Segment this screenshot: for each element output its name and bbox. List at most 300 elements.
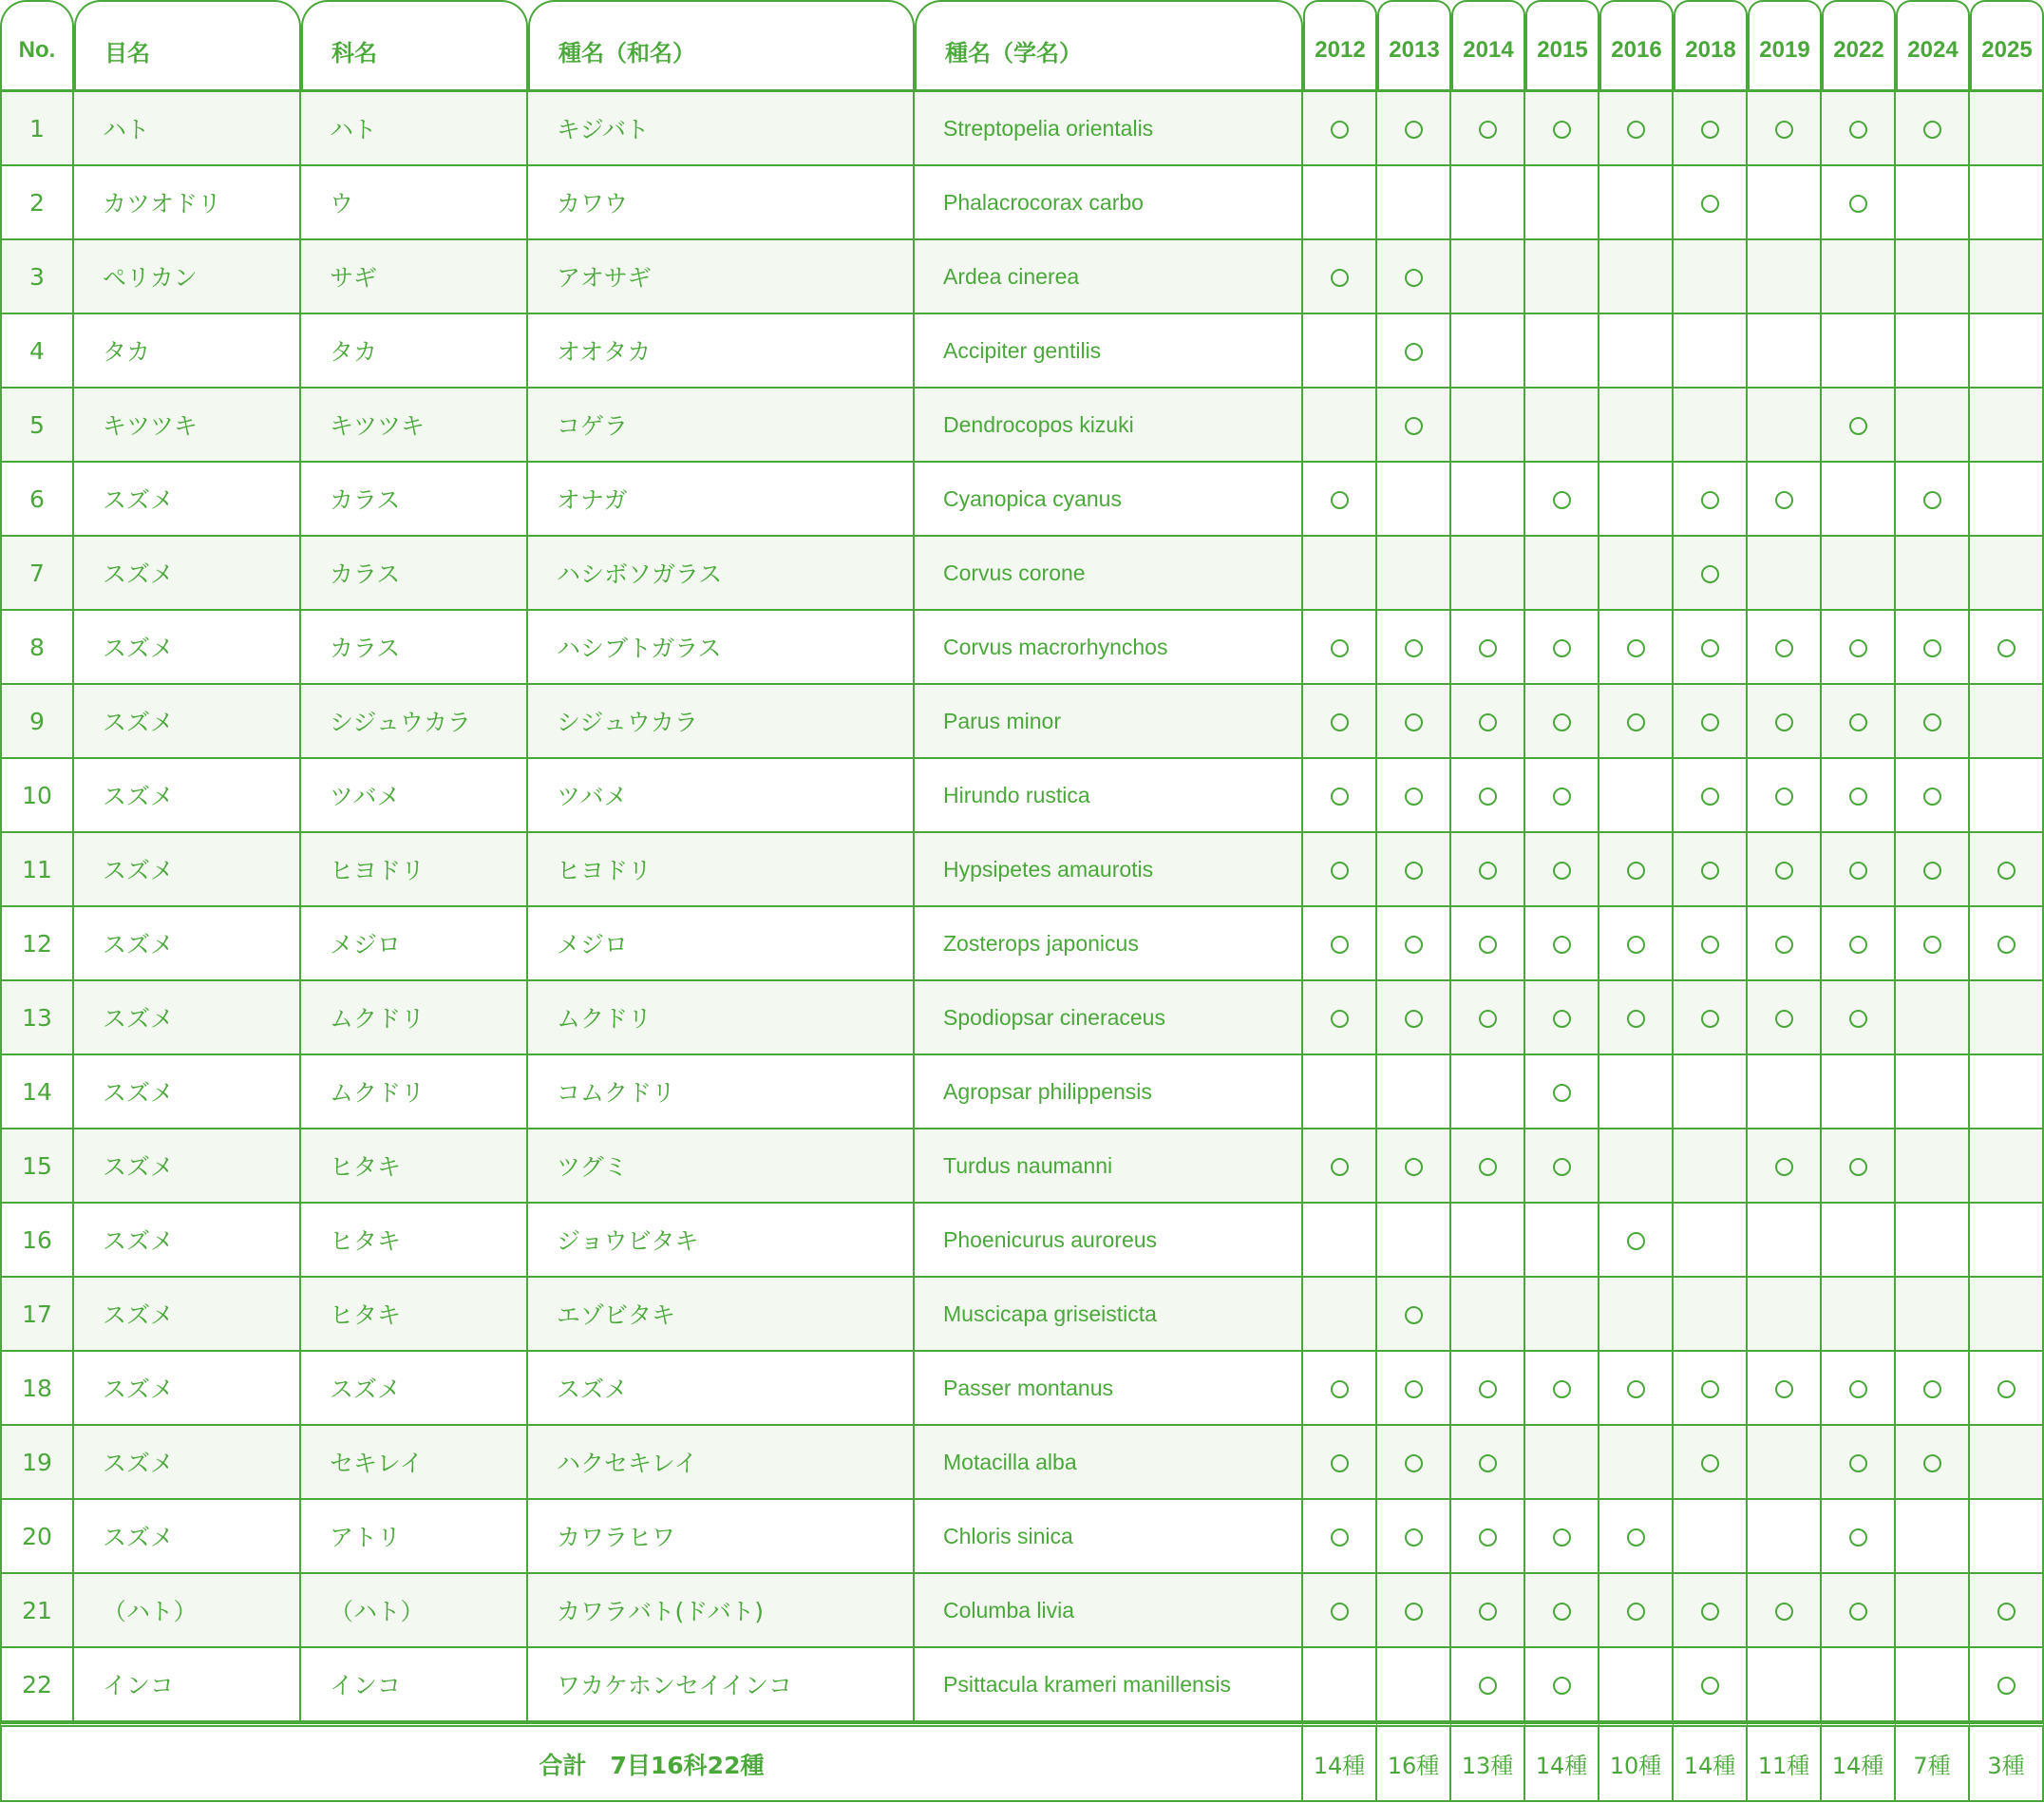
circle-mark-icon — [1849, 788, 1867, 806]
circle-mark-icon — [1923, 639, 1941, 657]
circle-mark-icon — [1923, 713, 1941, 731]
cell-year-mark — [1303, 685, 1377, 759]
cell-year-mark — [1674, 685, 1748, 759]
cell-year-mark — [1303, 389, 1377, 463]
cell-year-mark — [1822, 537, 1896, 611]
cell-year-mark — [1970, 389, 2044, 463]
circle-mark-icon — [1627, 121, 1645, 139]
circle-mark-icon — [1849, 121, 1867, 139]
cell-year-mark — [1599, 907, 1674, 981]
cell-year-mark — [1748, 907, 1822, 981]
cell-year-mark — [1970, 537, 2044, 611]
cell-year-mark — [1303, 1278, 1377, 1352]
cell-year-mark — [1525, 463, 1599, 537]
cell-year-mark — [1451, 833, 1525, 907]
cell-species-scientific: Ardea cinerea — [915, 240, 1303, 314]
cell-no: 19 — [0, 1426, 74, 1500]
cell-year-mark — [1748, 759, 1822, 833]
cell-year-mark — [1377, 1204, 1451, 1278]
cell-year-mark — [1822, 833, 1896, 907]
header-no: No. — [0, 0, 74, 92]
cell-year-mark — [1896, 463, 1970, 537]
cell-year-mark — [1599, 1352, 1674, 1426]
total-count: 13種 — [1451, 1722, 1525, 1802]
cell-year-mark — [1303, 907, 1377, 981]
circle-mark-icon — [1479, 788, 1497, 806]
cell-year-mark — [1599, 92, 1674, 166]
circle-mark-icon — [1331, 713, 1349, 731]
cell-species-japanese: エゾビタキ — [528, 1278, 915, 1352]
cell-year-mark — [1377, 1352, 1451, 1426]
cell-year-mark — [1451, 1352, 1525, 1426]
cell-year-mark — [1525, 611, 1599, 685]
cell-year-mark — [1599, 537, 1674, 611]
circle-mark-icon — [1849, 713, 1867, 731]
cell-order: タカ — [74, 314, 301, 389]
circle-mark-icon — [1331, 1528, 1349, 1547]
table-row — [0, 685, 2044, 759]
cell-year-mark — [1674, 166, 1748, 240]
cell-year-mark — [1599, 314, 1674, 389]
circle-mark-icon — [1775, 713, 1793, 731]
cell-year-mark — [1451, 463, 1525, 537]
cell-order: キツツキ — [74, 389, 301, 463]
cell-no: 15 — [0, 1129, 74, 1204]
cell-year-mark — [1748, 1204, 1822, 1278]
circle-mark-icon — [1627, 1232, 1645, 1250]
circle-mark-icon — [1849, 1158, 1867, 1176]
cell-year-mark — [1970, 240, 2044, 314]
cell-year-mark — [1303, 240, 1377, 314]
cell-no: 6 — [0, 463, 74, 537]
cell-year-mark — [1303, 1129, 1377, 1204]
total-row — [0, 1722, 2044, 1802]
cell-species-scientific: Hypsipetes amaurotis — [915, 833, 1303, 907]
cell-year-mark — [1303, 611, 1377, 685]
cell-year-mark — [1674, 1426, 1748, 1500]
cell-year-mark — [1822, 1352, 1896, 1426]
circle-mark-icon — [1479, 862, 1497, 880]
cell-year-mark — [1377, 1648, 1451, 1722]
circle-mark-icon — [1923, 936, 1941, 954]
circle-mark-icon — [1479, 713, 1497, 731]
circle-mark-icon — [1553, 862, 1571, 880]
cell-year-mark — [1748, 92, 1822, 166]
circle-mark-icon — [1775, 862, 1793, 880]
cell-year-mark — [1896, 1500, 1970, 1574]
circle-mark-icon — [1997, 1380, 2016, 1398]
total-count: 7種 — [1896, 1722, 1970, 1802]
table-row — [0, 166, 2044, 240]
cell-year-mark — [1896, 611, 1970, 685]
circle-mark-icon — [1479, 639, 1497, 657]
circle-mark-icon — [1479, 1010, 1497, 1028]
cell-species-scientific: Dendrocopos kizuki — [915, 389, 1303, 463]
cell-no: 4 — [0, 314, 74, 389]
cell-year-mark — [1970, 907, 2044, 981]
circle-mark-icon — [1331, 1010, 1349, 1028]
cell-year-mark — [1970, 833, 2044, 907]
cell-year-mark — [1525, 1648, 1599, 1722]
cell-year-mark — [1599, 463, 1674, 537]
circle-mark-icon — [1553, 1380, 1571, 1398]
cell-year-mark — [1674, 314, 1748, 389]
cell-species-scientific: Corvus macrorhynchos — [915, 611, 1303, 685]
cell-species-scientific: Cyanopica cyanus — [915, 463, 1303, 537]
circle-mark-icon — [1849, 417, 1867, 435]
cell-year-mark — [1896, 1278, 1970, 1352]
circle-mark-icon — [1405, 269, 1423, 287]
cell-year-mark — [1896, 1352, 1970, 1426]
cell-year-mark — [1377, 907, 1451, 981]
circle-mark-icon — [1331, 1158, 1349, 1176]
circle-mark-icon — [1405, 1306, 1423, 1324]
circle-mark-icon — [1331, 936, 1349, 954]
cell-year-mark — [1896, 907, 1970, 981]
cell-year-mark — [1599, 1648, 1674, 1722]
circle-mark-icon — [1553, 1603, 1571, 1621]
cell-no: 12 — [0, 907, 74, 981]
cell-species-japanese: カワウ — [528, 166, 915, 240]
circle-mark-icon — [1701, 195, 1719, 213]
cell-species-scientific: Accipiter gentilis — [915, 314, 1303, 389]
cell-family: カラス — [301, 463, 528, 537]
cell-family: ムクドリ — [301, 1055, 528, 1129]
cell-year-mark — [1748, 1278, 1822, 1352]
circle-mark-icon — [1331, 121, 1349, 139]
circle-mark-icon — [1923, 1380, 1941, 1398]
cell-year-mark — [1896, 537, 1970, 611]
cell-year-mark — [1748, 611, 1822, 685]
cell-year-mark — [1674, 537, 1748, 611]
cell-family: インコ — [301, 1648, 528, 1722]
cell-species-japanese: オナガ — [528, 463, 915, 537]
cell-year-mark — [1748, 1574, 1822, 1648]
cell-year-mark — [1896, 1574, 1970, 1648]
cell-year-mark — [1599, 1278, 1674, 1352]
cell-year-mark — [1303, 981, 1377, 1055]
cell-no: 10 — [0, 759, 74, 833]
circle-mark-icon — [1479, 936, 1497, 954]
cell-year-mark — [1525, 1055, 1599, 1129]
cell-year-mark — [1451, 1278, 1525, 1352]
circle-mark-icon — [1553, 1528, 1571, 1547]
cell-species-japanese: コムクドリ — [528, 1055, 915, 1129]
circle-mark-icon — [1701, 565, 1719, 583]
circle-mark-icon — [1553, 1084, 1571, 1102]
cell-year-mark — [1896, 92, 1970, 166]
cell-order: ペリカン — [74, 240, 301, 314]
cell-year-mark — [1822, 389, 1896, 463]
cell-species-scientific: Chloris sinica — [915, 1500, 1303, 1574]
cell-year-mark — [1525, 92, 1599, 166]
circle-mark-icon — [1997, 1677, 2016, 1695]
cell-year-mark — [1748, 537, 1822, 611]
circle-mark-icon — [1405, 343, 1423, 361]
circle-mark-icon — [1775, 121, 1793, 139]
cell-species-scientific: Streptopelia orientalis — [915, 92, 1303, 166]
cell-year-mark — [1822, 981, 1896, 1055]
cell-year-mark — [1896, 314, 1970, 389]
cell-year-mark — [1970, 166, 2044, 240]
cell-species-japanese: カワラバト(ドバト) — [528, 1574, 915, 1648]
cell-year-mark — [1748, 240, 1822, 314]
cell-year-mark — [1303, 463, 1377, 537]
cell-year-mark — [1822, 92, 1896, 166]
cell-species-japanese: オオタカ — [528, 314, 915, 389]
cell-year-mark — [1377, 537, 1451, 611]
cell-order: スズメ — [74, 907, 301, 981]
cell-no: 17 — [0, 1278, 74, 1352]
circle-mark-icon — [1775, 491, 1793, 509]
cell-family: ヒタキ — [301, 1129, 528, 1204]
circle-mark-icon — [1405, 788, 1423, 806]
circle-mark-icon — [1553, 491, 1571, 509]
cell-order: スズメ — [74, 759, 301, 833]
cell-year-mark — [1896, 685, 1970, 759]
circle-mark-icon — [1997, 862, 2016, 880]
total-count: 3種 — [1970, 1722, 2044, 1802]
cell-year-mark — [1822, 1574, 1896, 1648]
cell-no: 3 — [0, 240, 74, 314]
circle-mark-icon — [1331, 788, 1349, 806]
cell-year-mark — [1970, 1129, 2044, 1204]
circle-mark-icon — [1405, 713, 1423, 731]
cell-year-mark — [1599, 685, 1674, 759]
cell-year-mark — [1303, 1352, 1377, 1426]
cell-family: ヒタキ — [301, 1278, 528, 1352]
cell-year-mark — [1525, 1500, 1599, 1574]
circle-mark-icon — [1405, 936, 1423, 954]
cell-year-mark — [1599, 1426, 1674, 1500]
cell-order: スズメ — [74, 685, 301, 759]
header-year: 2016 — [1599, 0, 1674, 92]
cell-year-mark — [1896, 389, 1970, 463]
cell-no: 1 — [0, 92, 74, 166]
cell-no: 21 — [0, 1574, 74, 1648]
circle-mark-icon — [1849, 1010, 1867, 1028]
circle-mark-icon — [1479, 1380, 1497, 1398]
cell-year-mark — [1599, 1500, 1674, 1574]
cell-species-scientific: Phoenicurus auroreus — [915, 1204, 1303, 1278]
circle-mark-icon — [1849, 639, 1867, 657]
cell-year-mark — [1599, 1204, 1674, 1278]
cell-order: スズメ — [74, 611, 301, 685]
cell-year-mark — [1451, 1426, 1525, 1500]
cell-year-mark — [1970, 1278, 2044, 1352]
cell-year-mark — [1599, 833, 1674, 907]
table-row — [0, 981, 2044, 1055]
cell-year-mark — [1303, 166, 1377, 240]
cell-species-japanese: カワラヒワ — [528, 1500, 915, 1574]
circle-mark-icon — [1849, 936, 1867, 954]
cell-year-mark — [1599, 759, 1674, 833]
cell-year-mark — [1674, 1352, 1748, 1426]
cell-year-mark — [1303, 759, 1377, 833]
cell-year-mark — [1451, 1204, 1525, 1278]
cell-year-mark — [1674, 833, 1748, 907]
cell-year-mark — [1451, 92, 1525, 166]
cell-species-japanese: ハシブトガラス — [528, 611, 915, 685]
circle-mark-icon — [1701, 713, 1719, 731]
cell-year-mark — [1525, 1426, 1599, 1500]
cell-year-mark — [1822, 759, 1896, 833]
cell-order: カツオドリ — [74, 166, 301, 240]
circle-mark-icon — [1849, 1454, 1867, 1472]
circle-mark-icon — [1405, 862, 1423, 880]
cell-no: 13 — [0, 981, 74, 1055]
cell-year-mark — [1970, 314, 2044, 389]
cell-year-mark — [1822, 907, 1896, 981]
cell-family: ヒヨドリ — [301, 833, 528, 907]
cell-species-scientific: Phalacrocorax carbo — [915, 166, 1303, 240]
cell-family: カラス — [301, 611, 528, 685]
cell-year-mark — [1525, 166, 1599, 240]
cell-year-mark — [1748, 685, 1822, 759]
cell-family: セキレイ — [301, 1426, 528, 1500]
table-row — [0, 1500, 2044, 1574]
cell-order: スズメ — [74, 1426, 301, 1500]
cell-year-mark — [1970, 463, 2044, 537]
circle-mark-icon — [1553, 1010, 1571, 1028]
cell-family: サギ — [301, 240, 528, 314]
circle-mark-icon — [1775, 1603, 1793, 1621]
cell-species-scientific: Hirundo rustica — [915, 759, 1303, 833]
cell-family: スズメ — [301, 1352, 528, 1426]
cell-year-mark — [1599, 166, 1674, 240]
cell-year-mark — [1451, 537, 1525, 611]
cell-year-mark — [1377, 166, 1451, 240]
circle-mark-icon — [1479, 121, 1497, 139]
cell-year-mark — [1599, 1574, 1674, 1648]
cell-year-mark — [1599, 1129, 1674, 1204]
cell-year-mark — [1377, 314, 1451, 389]
circle-mark-icon — [1405, 1380, 1423, 1398]
circle-mark-icon — [1553, 639, 1571, 657]
circle-mark-icon — [1553, 121, 1571, 139]
cell-year-mark — [1303, 1574, 1377, 1648]
cell-year-mark — [1303, 537, 1377, 611]
circle-mark-icon — [1775, 1010, 1793, 1028]
cell-year-mark — [1674, 1129, 1748, 1204]
cell-year-mark — [1896, 981, 1970, 1055]
cell-family: キツツキ — [301, 389, 528, 463]
cell-year-mark — [1377, 240, 1451, 314]
circle-mark-icon — [1701, 491, 1719, 509]
cell-order: スズメ — [74, 1278, 301, 1352]
cell-year-mark — [1377, 611, 1451, 685]
cell-year-mark — [1303, 833, 1377, 907]
cell-order: スズメ — [74, 463, 301, 537]
cell-year-mark — [1748, 1129, 1822, 1204]
cell-year-mark — [1377, 685, 1451, 759]
cell-year-mark — [1674, 389, 1748, 463]
cell-year-mark — [1748, 1055, 1822, 1129]
cell-year-mark — [1303, 1426, 1377, 1500]
header-year: 2012 — [1303, 0, 1377, 92]
cell-family: アトリ — [301, 1500, 528, 1574]
cell-species-japanese: ジョウビタキ — [528, 1204, 915, 1278]
cell-year-mark — [1377, 1055, 1451, 1129]
circle-mark-icon — [1331, 1454, 1349, 1472]
cell-no: 16 — [0, 1204, 74, 1278]
cell-species-japanese: ハシボソガラス — [528, 537, 915, 611]
header-year: 2019 — [1748, 0, 1822, 92]
cell-species-scientific: Parus minor — [915, 685, 1303, 759]
cell-year-mark — [1451, 1648, 1525, 1722]
circle-mark-icon — [1553, 713, 1571, 731]
cell-year-mark — [1822, 685, 1896, 759]
cell-year-mark — [1525, 685, 1599, 759]
cell-year-mark — [1970, 685, 2044, 759]
table-row — [0, 759, 2044, 833]
circle-mark-icon — [1405, 639, 1423, 657]
cell-year-mark — [1451, 314, 1525, 389]
cell-year-mark — [1896, 1204, 1970, 1278]
cell-year-mark — [1748, 1648, 1822, 1722]
table-row — [0, 1648, 2044, 1722]
circle-mark-icon — [1405, 1603, 1423, 1621]
total-count: 11種 — [1748, 1722, 1822, 1802]
cell-year-mark — [1970, 1204, 2044, 1278]
cell-family: タカ — [301, 314, 528, 389]
cell-family: カラス — [301, 537, 528, 611]
cell-year-mark — [1748, 1352, 1822, 1426]
circle-mark-icon — [1923, 121, 1941, 139]
circle-mark-icon — [1849, 862, 1867, 880]
table-row — [0, 92, 2044, 166]
header-order: 目名 — [74, 0, 301, 92]
cell-year-mark — [1970, 1426, 2044, 1500]
cell-year-mark — [1748, 1426, 1822, 1500]
cell-no: 11 — [0, 833, 74, 907]
cell-year-mark — [1970, 1500, 2044, 1574]
cell-species-scientific: Muscicapa griseisticta — [915, 1278, 1303, 1352]
table-row — [0, 240, 2044, 314]
circle-mark-icon — [1627, 1380, 1645, 1398]
cell-year-mark — [1451, 1055, 1525, 1129]
cell-year-mark — [1451, 907, 1525, 981]
cell-species-japanese: アオサギ — [528, 240, 915, 314]
cell-year-mark — [1896, 759, 1970, 833]
cell-year-mark — [1599, 240, 1674, 314]
cell-species-scientific: Motacilla alba — [915, 1426, 1303, 1500]
cell-species-japanese: スズメ — [528, 1352, 915, 1426]
cell-year-mark — [1303, 1500, 1377, 1574]
cell-year-mark — [1599, 981, 1674, 1055]
total-count: 14種 — [1822, 1722, 1896, 1802]
circle-mark-icon — [1405, 417, 1423, 435]
cell-species-japanese: ヒヨドリ — [528, 833, 915, 907]
circle-mark-icon — [1479, 1454, 1497, 1472]
cell-family: ヒタキ — [301, 1204, 528, 1278]
header-year: 2024 — [1896, 0, 1970, 92]
cell-year-mark — [1525, 833, 1599, 907]
cell-year-mark — [1822, 166, 1896, 240]
cell-no: 5 — [0, 389, 74, 463]
cell-year-mark — [1896, 166, 1970, 240]
cell-year-mark — [1377, 1500, 1451, 1574]
circle-mark-icon — [1405, 1010, 1423, 1028]
cell-year-mark — [1303, 92, 1377, 166]
table-row — [0, 1352, 2044, 1426]
header-species-scientific: 種名（学名） — [915, 0, 1303, 92]
cell-year-mark — [1748, 833, 1822, 907]
cell-year-mark — [1674, 463, 1748, 537]
table-row — [0, 389, 2044, 463]
circle-mark-icon — [1923, 788, 1941, 806]
cell-species-japanese: キジバト — [528, 92, 915, 166]
